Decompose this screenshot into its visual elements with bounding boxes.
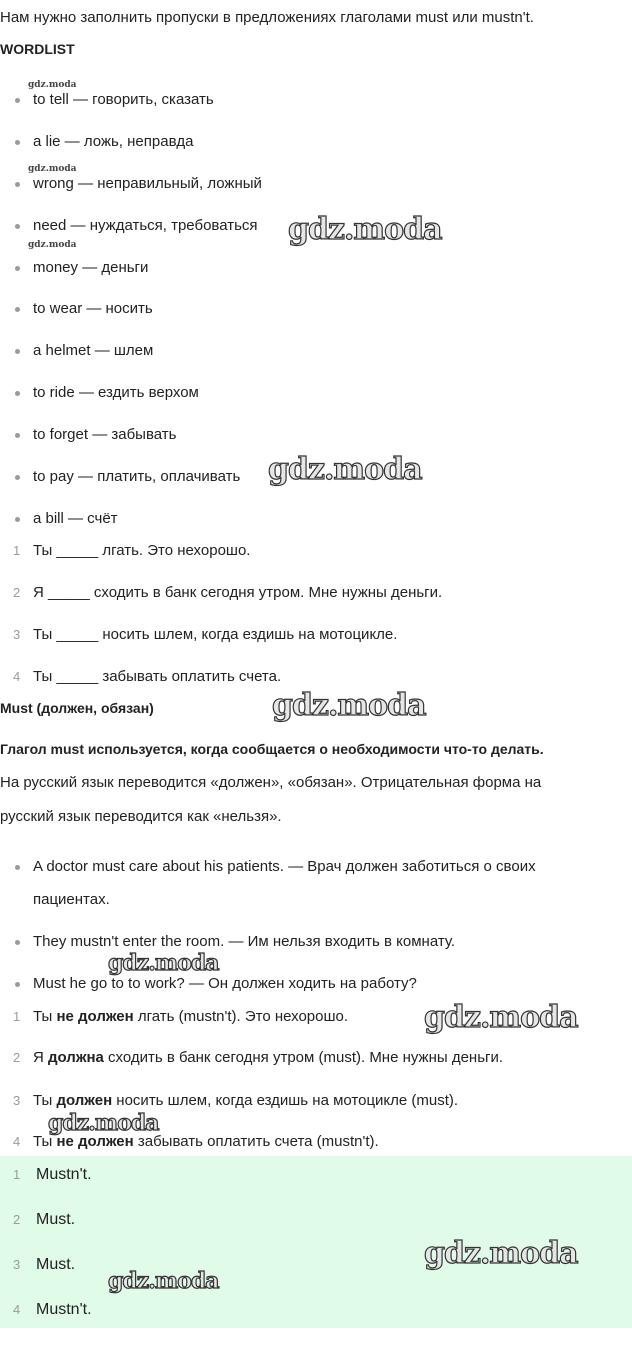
rule-bold: Глагол must используется, когда сообщается о необходимости что-то делать. [0,741,544,757]
bullet-icon [15,266,20,271]
answer-text: Must. [36,1256,76,1273]
answer-number: 4 [13,1302,21,1317]
solution-sentence: Ты не должен забывать оплатить счета (mustn't). [33,1133,379,1150]
exercise-sentence: Я _____ сходить в банк сегодня утром. Мне нужны деньги. [33,584,443,601]
answer-number: 1 [13,1167,21,1182]
watermark: gdz.moda [268,452,422,487]
example-item: They mustn't enter the room. — Им нельзя входить в комнату. [33,933,456,950]
wordlist-heading: WORDLIST [0,41,75,57]
exercise-number: 2 [13,585,21,600]
solution-sentence: Ты должен носить шлем, когда ездишь на мотоцикле (must). [33,1092,459,1109]
wordlist-item: to ride — ездить верхом [33,384,199,401]
watermark: gdz.moda [28,164,77,174]
exercise-number: 4 [13,669,21,684]
bullet-icon [15,182,20,187]
bullet-icon [15,517,20,522]
wordlist-item: a lie — ложь, неправда [33,133,194,150]
watermark: gdz.moda [28,240,77,250]
watermark: gdz.moda [48,1110,159,1136]
exercise-sentence: Ты _____ лгать. Это нехорошо. [33,542,251,559]
watermark: gdz.moda [28,80,77,90]
wordlist-item: to tell — говорить, сказать [33,91,214,108]
bullet-icon [15,982,20,987]
watermark: gdz.moda [108,950,219,976]
exercise-sentence: Ты _____ носить шлем, когда ездишь на мотоцикле. [33,626,398,643]
wordlist-item: to forget — забывать [33,426,177,443]
rule-line: На русский язык переводится «должен», «обязан». Отрицательная форма на [0,774,542,791]
solution-number: 1 [13,1009,21,1024]
watermark: gdz.moda [108,1268,219,1294]
wordlist-item: wrong — неправильный, ложный [33,175,262,192]
bullet-icon [15,349,20,354]
bullet-icon [15,224,20,229]
wordlist-item: money — деньги [33,259,149,276]
answer-number: 2 [13,1212,21,1227]
wordlist-item: to pay — платить, оплачивать [33,468,241,485]
bullet-icon [15,140,20,145]
answer-text: Mustn't. [36,1301,92,1318]
answer-text: Mustn't. [36,1166,92,1183]
solution-sentence: Я должна сходить в банк сегодня утром (must). Мне нужны деньги. [33,1049,504,1066]
bullet-icon [15,433,20,438]
exercise-sentence: Ты _____ забывать оплатить счета. [33,668,282,685]
bullet-icon [15,865,20,870]
bullet-icon [15,307,20,312]
intro-text: Нам нужно заполнить пропуски в предложениях глаголами must или mustn't. [0,9,534,26]
watermark: gdz.moda [424,1236,578,1271]
example-item: Must he go to to work? — Он должен ходить на работу? [33,975,417,992]
must-heading: Must (должен, обязан) [0,700,154,716]
bullet-icon [15,475,20,480]
watermark: gdz.moda [288,212,442,247]
wordlist-item: a helmet — шлем [33,342,154,359]
bullet-icon [15,940,20,945]
watermark: gdz.moda [424,1000,578,1035]
exercise-number: 3 [13,627,21,642]
exercise-number: 1 [13,543,21,558]
solution-number: 4 [13,1134,21,1149]
watermark: gdz.moda [272,688,426,723]
solution-sentence: Ты не должен лгать (mustn't). Это нехорошо. [33,1008,349,1025]
bullet-icon [15,391,20,396]
wordlist-item: to wear — носить [33,300,153,317]
solution-number: 3 [13,1093,21,1108]
solution-number: 2 [13,1050,21,1065]
example-item-continued: пациентах. [33,891,110,908]
wordlist-item: a bill — счёт [33,510,118,527]
example-item: A doctor must care about his patients. — Врач должен заботиться о своих [33,858,536,875]
bullet-icon [15,98,20,103]
answer-number: 3 [13,1257,21,1272]
wordlist-item: need — нуждаться, требоваться [33,217,258,234]
answer-text: Must. [36,1211,76,1228]
rule-line: русский язык переводится как «нельзя». [0,808,282,825]
